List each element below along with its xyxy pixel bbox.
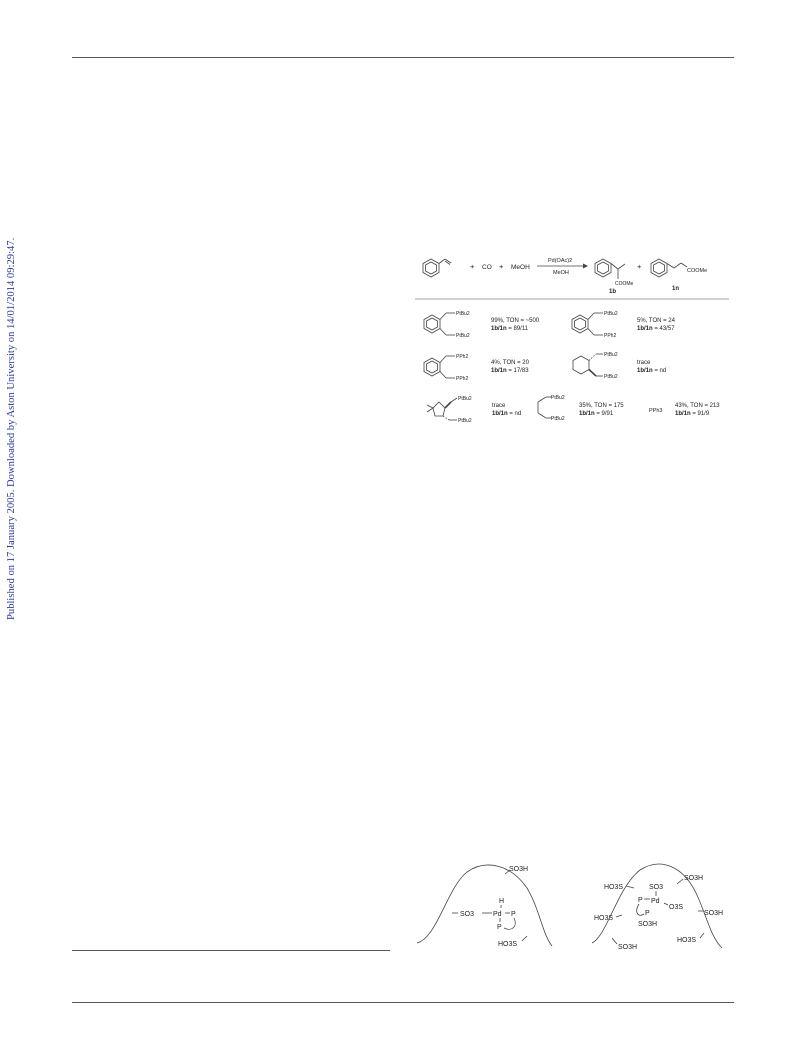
ligand-6-p-bottom: PtBu2 xyxy=(551,416,565,422)
reaction-scheme xyxy=(415,250,735,440)
ligand-2-p-top: PtBu2 xyxy=(604,311,618,317)
ligand-7-label: PPh3 xyxy=(649,408,663,414)
styrene-structure xyxy=(423,259,451,277)
plus-sign-1: + xyxy=(470,262,475,271)
right-so3h-top: SO3H xyxy=(684,875,704,882)
header-rule xyxy=(72,57,734,58)
ligand-1-structure xyxy=(424,313,455,335)
ligand-5-p-bottom: PtBu2 xyxy=(458,418,472,424)
ligand-4-structure xyxy=(573,354,603,376)
branched-product-structure xyxy=(595,259,625,279)
meoh-label: MeOH xyxy=(511,264,530,271)
ligand-1-p-bottom: PtBu2 xyxy=(456,333,470,339)
right-p-left: P xyxy=(638,897,643,904)
ligand-4-ratio: 1b/1n = nd xyxy=(637,368,667,374)
catalyst-label: Pd(OAc)2 xyxy=(548,258,573,264)
ligand-2-structure xyxy=(572,313,603,335)
ligand-5-p-top: PtBu2 xyxy=(458,396,472,402)
ligand-4-p-top: PtBu2 xyxy=(604,352,618,358)
ligand-1-ratio: 1b/1n = 89/11 xyxy=(491,326,529,332)
ligand-6-ratio: 1b/1n = 9/91 xyxy=(579,411,614,417)
left-h: H xyxy=(499,898,505,905)
right-ho3s-1: HO3S xyxy=(604,884,624,891)
ligand-6-p-top: PtBu2 xyxy=(551,395,565,401)
arrow-head xyxy=(583,264,588,269)
linear-product-structure xyxy=(651,259,687,277)
ligand-2-ratio: 1b/1n = 43/57 xyxy=(637,326,675,332)
right-so3h-inner: SO3H xyxy=(638,921,658,928)
left-polymer-curve xyxy=(417,865,552,946)
ligand-3-p-top: PPh2 xyxy=(456,354,469,360)
ligand-3-structure xyxy=(424,356,455,378)
ligand-1-yield: 99%, TON = ~500 xyxy=(491,318,540,324)
left-pd: Pd xyxy=(493,911,502,918)
ligand-1-p-top: PtBu2 xyxy=(456,311,470,317)
right-so3h-right: SO3H xyxy=(704,910,724,917)
right-so3-inner: SO3 xyxy=(649,884,664,891)
branched-coome: COOMe xyxy=(615,281,634,287)
ligand-6-structure xyxy=(538,397,552,418)
left-p-bottom: P xyxy=(497,924,502,931)
product-1b-label: 1b xyxy=(609,289,617,295)
ligand-4-yield: trace xyxy=(637,360,651,366)
left-ho3s: HO3S xyxy=(498,941,518,948)
ligand-7-yield: 43%, TON = 213 xyxy=(675,403,720,409)
right-pd: Pd xyxy=(651,898,660,905)
right-p-bottom: P xyxy=(645,910,650,917)
footer-rule xyxy=(72,1002,734,1003)
product-1n-label: 1n xyxy=(672,286,680,292)
plus-sign-2: + xyxy=(499,262,504,271)
ligand-5-yield: trace xyxy=(492,403,506,409)
ligand-5-ratio: 1b/1n = nd xyxy=(492,411,522,417)
plus-sign-3: + xyxy=(637,262,642,271)
ligand-3-ratio: 1b/1n = 17/83 xyxy=(491,368,529,374)
right-ho3s-2: HO3S xyxy=(594,915,614,922)
co-label: CO xyxy=(482,264,492,271)
left-so3h-top: SO3H xyxy=(509,866,529,873)
right-so3h-bottom: SO3H xyxy=(618,944,638,951)
right-o3s: O3S xyxy=(669,904,684,911)
right-ho3s-3: HO3S xyxy=(677,937,697,944)
ligand-7-ratio: 1b/1n = 91/9 xyxy=(675,411,710,417)
ligand-2-p-bottom: PPh2 xyxy=(604,333,617,339)
left-so3: SO3 xyxy=(460,911,475,918)
publication-watermark: Published on 17 January 2005. Downloaded by Aston University on 14/01/2014 09:29:47. xyxy=(6,237,17,620)
ligand-3-yield: 4%, TON = 20 xyxy=(491,360,529,366)
footnote-rule xyxy=(72,950,390,951)
linear-coome: COOMe xyxy=(687,268,708,274)
ligand-6-yield: 35%, TON = 175 xyxy=(579,403,624,409)
polymer-catalyst-figure xyxy=(412,858,752,958)
ligand-4-p-bottom: PtBu2 xyxy=(604,374,618,380)
left-p-right: P xyxy=(511,911,516,918)
ligand-2-yield: 5%, TON = 24 xyxy=(637,318,675,324)
solvent-label: MeOH xyxy=(553,270,569,276)
ligand-3-p-bottom: PPh2 xyxy=(456,376,469,382)
ligand-5-structure xyxy=(427,398,457,420)
